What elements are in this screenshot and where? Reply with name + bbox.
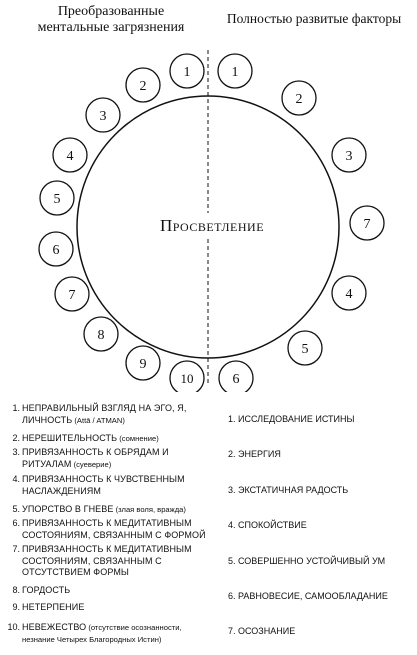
right-column-header: Полностью развитые факторы [226,11,402,26]
left-list-text [22,518,216,541]
right-list-number: 6. [228,591,236,601]
center-label: Просветление [159,216,265,235]
left-list-line: ОТСУТСТВИЕМ ФОРМЫ [22,567,129,577]
right-circle-number: 5 [301,342,309,357]
left-list-text [22,447,216,470]
left-list-line: ПРИВЯЗАННОСТЬ К ОБРЯДАМ И [22,447,169,457]
left-circle-number: 8 [97,328,105,343]
right-circle-number: 6 [232,372,240,387]
right-list-number: 7. [228,626,236,636]
left-list-line: НАСЛАЖДЕНИЯМ [22,485,101,496]
left-list-text [22,504,216,516]
left-circle-number: 2 [139,79,147,94]
left-list-line: НЕТЕРПЕНИЕ [22,602,85,612]
right-circle-number: 3 [345,149,353,164]
left-list-line: ПРИВЯЗАННОСТЬ К МЕДИТАТИВНЫМ [22,518,192,528]
left-circle-number: 1 [183,65,191,80]
left-list-note: (Attā / ATMAN) [72,415,125,425]
right-list-text: РАВНОВЕСИЕ, САМООБЛАДАНИЕ [238,591,388,601]
left-list-text [22,602,216,614]
left-list-text [22,544,216,579]
left-list-line: РИТУАЛАМ [22,458,72,469]
left-list-number: 3. [12,447,20,457]
left-circle-number: 5 [53,192,61,207]
left-list-number: 5. [12,504,20,514]
left-list-line: ПРИВЯЗАННОСТЬ К МЕДИТАТИВНЫМ [22,544,192,554]
right-list-number: 1. [228,414,236,424]
left-circle-number: 6 [52,243,60,258]
right-list-text: ЭНЕРГИЯ [238,449,281,459]
left-circle-number: 9 [139,357,147,372]
left-list-line: СОСТОЯНИЯМ, СВЯЗАННЫМ С ФОРМОЙ [22,529,206,540]
left-list-line: СОСТОЯНИЯМ, СВЯЗАННЫМ С [22,555,162,566]
right-list-text: ЭКСТАТИЧНАЯ РАДОСТЬ [238,485,349,495]
left-list-number: 8. [12,585,20,595]
right-list-number: 5. [228,556,236,566]
left-list-number: 10. [7,622,20,632]
left-list-number: 2. [12,433,20,443]
left-list-number: 7. [12,544,20,554]
right-list-number: 4. [228,520,236,530]
left-list-text [22,585,216,597]
left-list-number: 9. [12,602,20,612]
left-list-text [22,403,216,426]
left-list-number: 4. [12,474,20,484]
left-list-note: (суеверие) [71,459,112,469]
left-list-number: 1. [12,403,20,413]
right-circle-number: 1 [231,65,239,80]
left-circle-number: 7 [68,288,76,303]
left-header-line-2: ментальные загрязнения [37,20,185,35]
right-list-number: 2. [228,449,236,459]
left-list-note: незнание Четырех Благородных Истин) [22,634,162,644]
right-list-text: СПОКОЙСТВИЕ [238,520,307,530]
left-header-line-1: Преобразованные [57,4,165,19]
left-list-line: ПРИВЯЗАННОСТЬ К ЧУВСТВЕННЫМ [22,474,185,484]
right-circle-number: 2 [295,92,303,107]
right-list-text: СОВЕРШЕННО УСТОЙЧИВЫЙ УМ [238,556,386,566]
left-list-text [22,474,216,497]
right-list-number: 3. [228,485,236,495]
left-list-text [22,622,216,645]
left-list-note: (отсутствие осознанности, [86,623,182,632]
left-circle-number: 3 [99,109,107,124]
right-circle-number: 7 [363,217,371,232]
right-list-text: ИССЛЕДОВАНИЕ ИСТИНЫ [238,414,355,424]
left-list-line: УПОРСТВО В ГНЕВЕ [22,504,114,514]
left-list-line: НЕРЕШИТЕЛЬНОСТЬ [22,433,118,443]
left-list-line: ГОРДОСТЬ [22,585,71,595]
left-list-line: НЕПРАВИЛЬНЫЙ ВЗГЛЯД НА ЭГО, Я, [22,403,187,413]
right-circle-number: 4 [345,287,353,302]
left-list-note: (злая воля, вражда) [113,505,186,514]
left-list-line: ЛИЧНОСТЬ [22,414,73,425]
right-list-text: ОСОЗНАНИЕ [238,626,296,636]
left-circle-number: 10 [180,371,194,386]
left-list-text [22,433,216,445]
left-circle-number: 4 [66,149,74,164]
left-list-line: НЕВЕЖЕСТВО [22,622,87,632]
left-list-note: (сомнение) [117,434,159,443]
left-list-number: 6. [12,518,20,528]
